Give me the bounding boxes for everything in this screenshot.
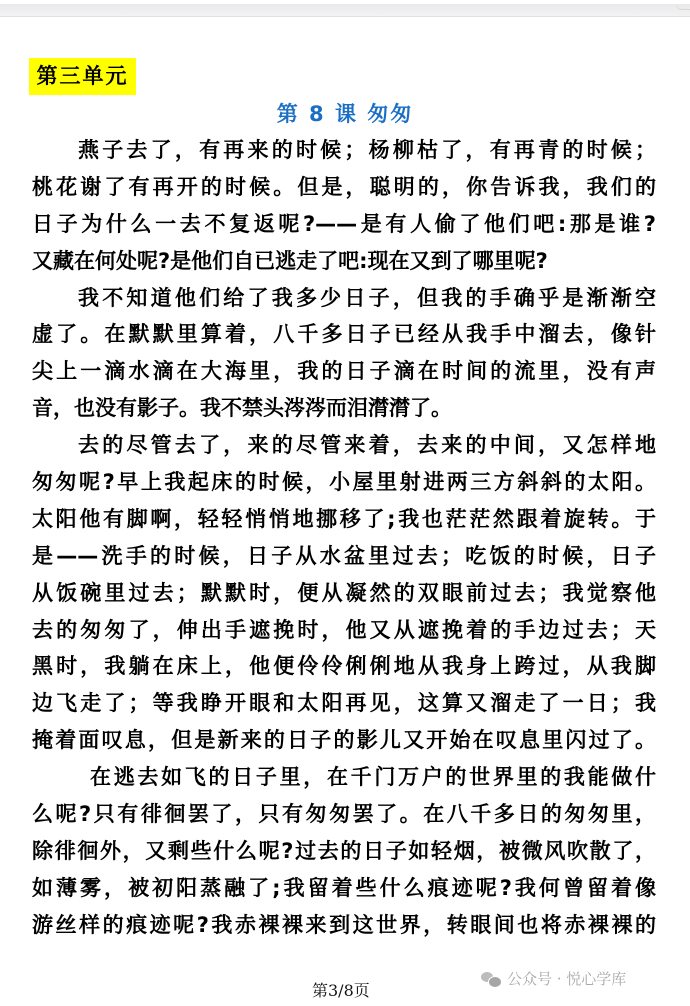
page-curl-corner <box>676 4 690 10</box>
watermark <box>481 968 626 989</box>
text-line: 我不知道他们给了我多少日子，但我的手确乎是渐渐空 <box>78 285 656 310</box>
unit-heading: 第三单元 <box>29 58 136 95</box>
text-line: 游丝样的痕迹呢?我赤裸裸来到这世界，转眼间也将赤裸裸的 <box>32 912 656 937</box>
viewer-top-bar <box>0 4 690 17</box>
text-line: 太阳他有脚啊，轻轻悄悄地挪移了;我也茫茫然跟着旋转。于 <box>32 506 656 531</box>
text-line: 如薄雾，被初阳蒸融了;我留着些什么痕迹呢?我何曾留着像 <box>32 875 656 900</box>
text-line: 掩着面叹息，但是新来的日子的影儿又开始在叹息里闪过了。 <box>32 728 656 753</box>
text-line: 去的匆匆了，伸出手遮挽时，他又从遮挽着的手边过去；天 <box>32 617 656 642</box>
text-line: 去的尽管去了，来的尽管来着，去来的中间，又怎样地 <box>78 433 656 458</box>
watermark-text: 公众号 · 悦心学库 <box>507 970 627 988</box>
text-line: 日子为什么一去不复返呢?——是有人偷了他们吧:那是谁? <box>32 211 656 236</box>
text-line: 又藏在何处呢?是他们自已逃走了吧:现在又到了哪里呢? <box>32 248 548 273</box>
text-line: 桃花谢了有再开的时候。但是，聪明的，你告诉我，我们的 <box>32 174 656 199</box>
text-line: 音，也没有影子。我不禁头涔涔而泪潸潸了。 <box>32 396 452 421</box>
text-line: 匆匆呢?早上我起床的时候，小屋里射进两三方斜斜的太阳。 <box>32 470 656 495</box>
text-line: 除徘徊外，又剩些什么呢?过去的日子如轻烟，被微风吹散了， <box>32 838 656 863</box>
lesson-text <box>32 132 656 944</box>
text-line: 虚了。在默默里算着，八千多日子已经从我手中溜去，像针 <box>32 322 656 347</box>
text-line: 在逃去如飞的日子里，在千门万户的世界里的我能做什 <box>90 765 656 790</box>
wechat-icon <box>481 971 501 987</box>
page-indicator: 第3/8页 <box>312 981 370 1000</box>
text-line: 从饭碗里过去；默默时，便从凝然的双眼前过去；我觉察他 <box>32 580 656 605</box>
text-line: 尖上一滴水滴在大海里，我的日子滴在时间的流里，没有声 <box>32 359 656 384</box>
text-line: 是——洗手的时候，日子从水盆里过去；吃饭的时候，日子 <box>32 543 656 568</box>
text-line: 燕子去了，有再来的时候；杨柳枯了，有再青的时候； <box>78 138 656 162</box>
lesson-title: 第 8 课 匆匆 <box>276 102 414 126</box>
text-line: 么呢?只有徘徊罢了，只有匆匆罢了。在八千多日的匆匆里， <box>32 802 656 827</box>
text-line: 黑时，我躺在床上，他便伶伶俐俐地从我身上跨过，从我脚 <box>32 654 656 679</box>
text-line: 边飞走了；等我睁开眼和太阳再见，这算又溜走了一日；我 <box>32 691 656 716</box>
